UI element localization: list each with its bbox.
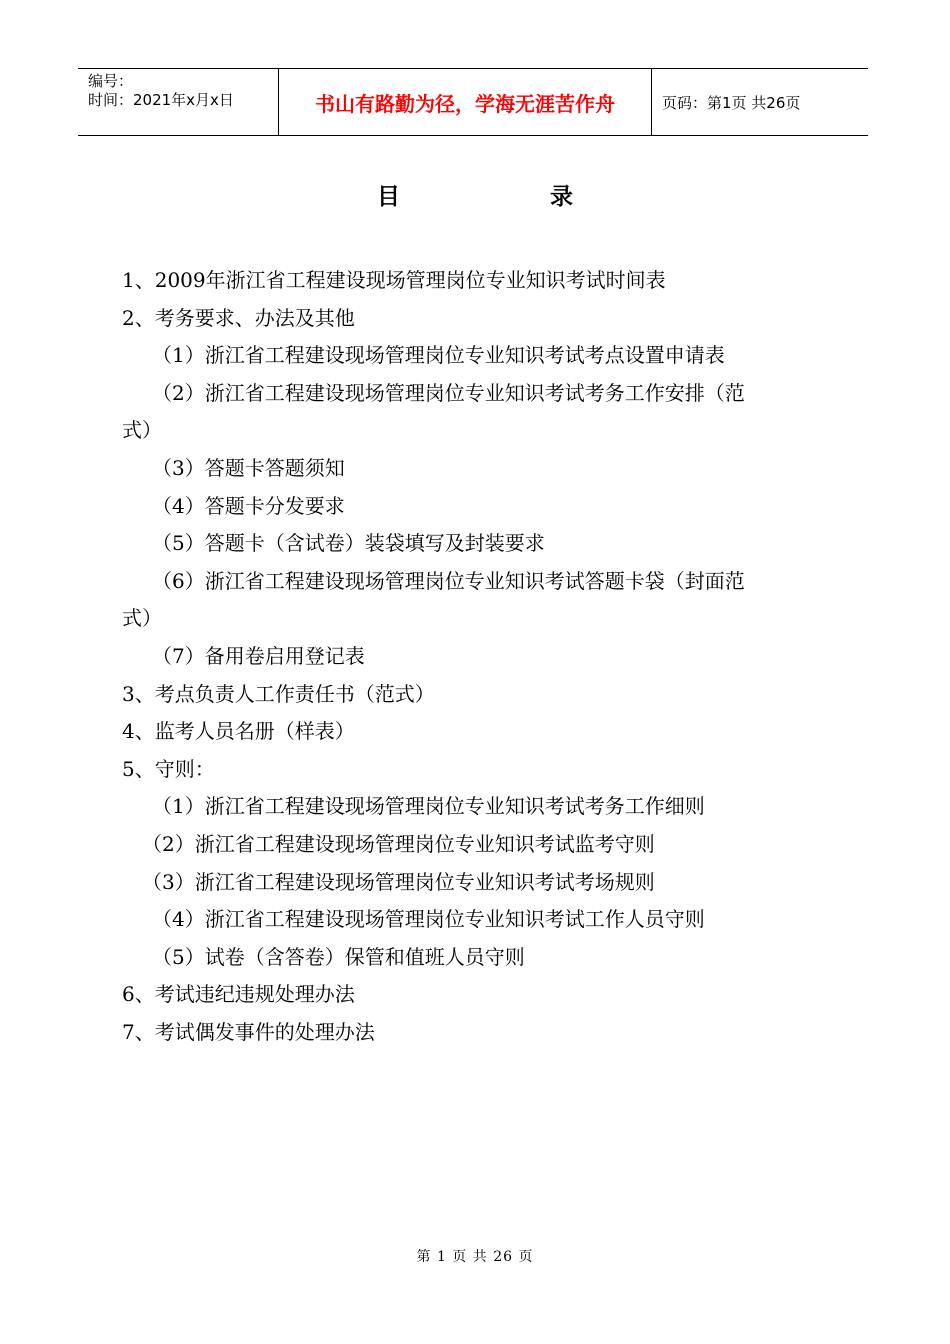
toc-subitem-continuation: 式） (122, 418, 162, 443)
toc-subitem: （5）答题卡（含试卷）装袋填写及封装要求 (152, 531, 545, 556)
toc-subitem: （6）浙江省工程建设现场管理岗位专业知识考试答题卡袋（封面范 (152, 568, 745, 593)
page-footer: 第 1 页 共 26 页 (416, 1249, 534, 1265)
toc-item: 1、2009年浙江省工程建设现场管理岗位专业知识考试时间表 (122, 268, 666, 292)
toc-item: 4、监考人员名册（样表） (122, 719, 355, 744)
toc-subitem: （1）浙江省工程建设现场管理岗位专业知识考试考点设置申请表 (152, 343, 725, 368)
document-date: 时间：2021年x月x日 (88, 91, 234, 109)
toc-subitem: （3）浙江省工程建设现场管理岗位专业知识考试考场规则 (142, 869, 655, 894)
page-header (78, 68, 868, 136)
toc-subitem: （3）答题卡答题须知 (152, 455, 345, 480)
toc-subitem: （4）答题卡分发要求 (152, 493, 345, 518)
toc-subitem: （7）备用卷启用登记表 (152, 643, 365, 668)
toc-item: 3、考点负责人工作责任书（范式） (122, 681, 435, 706)
toc-subitem: （2）浙江省工程建设现场管理岗位专业知识考试考务工作安排（范 (152, 380, 745, 405)
toc-subitem: （2）浙江省工程建设现场管理岗位专业知识考试监考守则 (142, 831, 655, 856)
document-number-label: 编号： (88, 72, 134, 90)
table-of-contents (122, 262, 832, 1051)
toc-item: 6、考试违纪违规处理办法 (122, 982, 355, 1007)
page-title: 目录 (377, 184, 723, 210)
toc-item: 7、考试偶发事件的处理办法 (122, 1019, 375, 1044)
toc-subitem-continuation: 式） (122, 606, 162, 631)
toc-subitem: （1）浙江省工程建设现场管理岗位专业知识考试考务工作细则 (152, 794, 705, 819)
header-meta (78, 69, 279, 135)
toc-subitem: （4）浙江省工程建设现场管理岗位专业知识考试工作人员守则 (152, 907, 705, 932)
toc-subitem: （5）试卷（含答卷）保管和值班人员守则 (152, 944, 525, 969)
header-motto: 书山有路勤为径，学海无涯苦作舟 (279, 69, 652, 135)
toc-item: 2、考务要求、办法及其他 (122, 305, 355, 330)
header-page-info: 页码：第1页 共26页 (662, 93, 801, 112)
toc-item: 5、守则： (122, 756, 215, 781)
